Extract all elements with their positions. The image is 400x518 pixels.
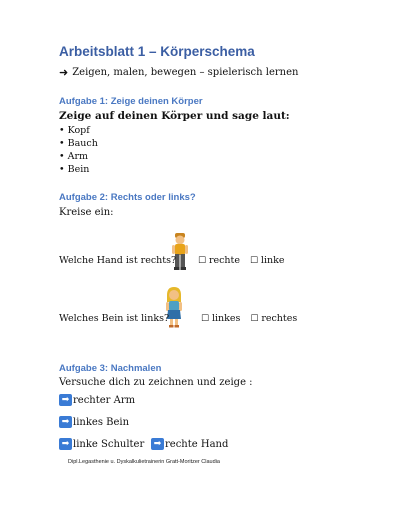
question-1-choices — [198, 255, 285, 266]
list-item: • Arm — [59, 150, 98, 163]
choice-checkbox[interactable]: ☐ linkes — [201, 313, 240, 324]
list-item: • Bein — [59, 163, 98, 176]
question-2: Welches Bein ist links? — [59, 313, 170, 324]
subtitle-text: Zeigen, malen, bewegen – spielerisch lernen — [72, 67, 299, 78]
list-item: • Bauch — [59, 137, 98, 150]
arrow-right-icon: ➜ — [59, 66, 69, 79]
list-item: ➡ rechter Arm — [59, 394, 135, 406]
arrow-right-icon: ➡ — [59, 394, 72, 406]
list-item: ➡ linkes Bein — [59, 416, 129, 428]
subtitle-row — [59, 66, 298, 79]
task2-heading: Aufgabe 2: Rechts oder links? — [59, 192, 196, 203]
task1-instruction: Zeige auf deinen Körper und sage laut: — [59, 110, 290, 122]
list-item: ➡ rechte Hand — [151, 438, 228, 450]
list-item: ➡ linke Schulter — [59, 438, 144, 450]
choice-checkbox[interactable]: ☐ linke — [250, 255, 285, 266]
task2-instruction: Kreise ein: — [59, 207, 114, 218]
question-1: Welche Hand ist rechts? — [59, 255, 177, 266]
choice-checkbox[interactable]: ☐ rechte — [198, 255, 240, 266]
list-item: • Kopf — [59, 124, 98, 137]
choice-checkbox[interactable]: ☐ rechtes — [250, 313, 297, 324]
arrow-right-icon: ➡ — [59, 416, 72, 428]
task3-heading: Aufgabe 3: Nachmalen — [59, 363, 162, 374]
task1-list — [59, 124, 98, 176]
task3-instruction: Versuche dich zu zeichnen und zeige : — [59, 377, 253, 388]
footer-credit: Dipl.Legasthenie u. Dyskalkulietrainerin Gratt-Moritzer Claudia — [68, 459, 220, 465]
arrow-right-icon: ➡ — [151, 438, 164, 450]
task1-heading: Aufgabe 1: Zeige deinen Körper — [59, 96, 203, 107]
page-title: Arbeitsblatt 1 – Körperschema — [59, 44, 255, 59]
question-2-choices — [201, 313, 297, 324]
arrow-right-icon: ➡ — [59, 438, 72, 450]
